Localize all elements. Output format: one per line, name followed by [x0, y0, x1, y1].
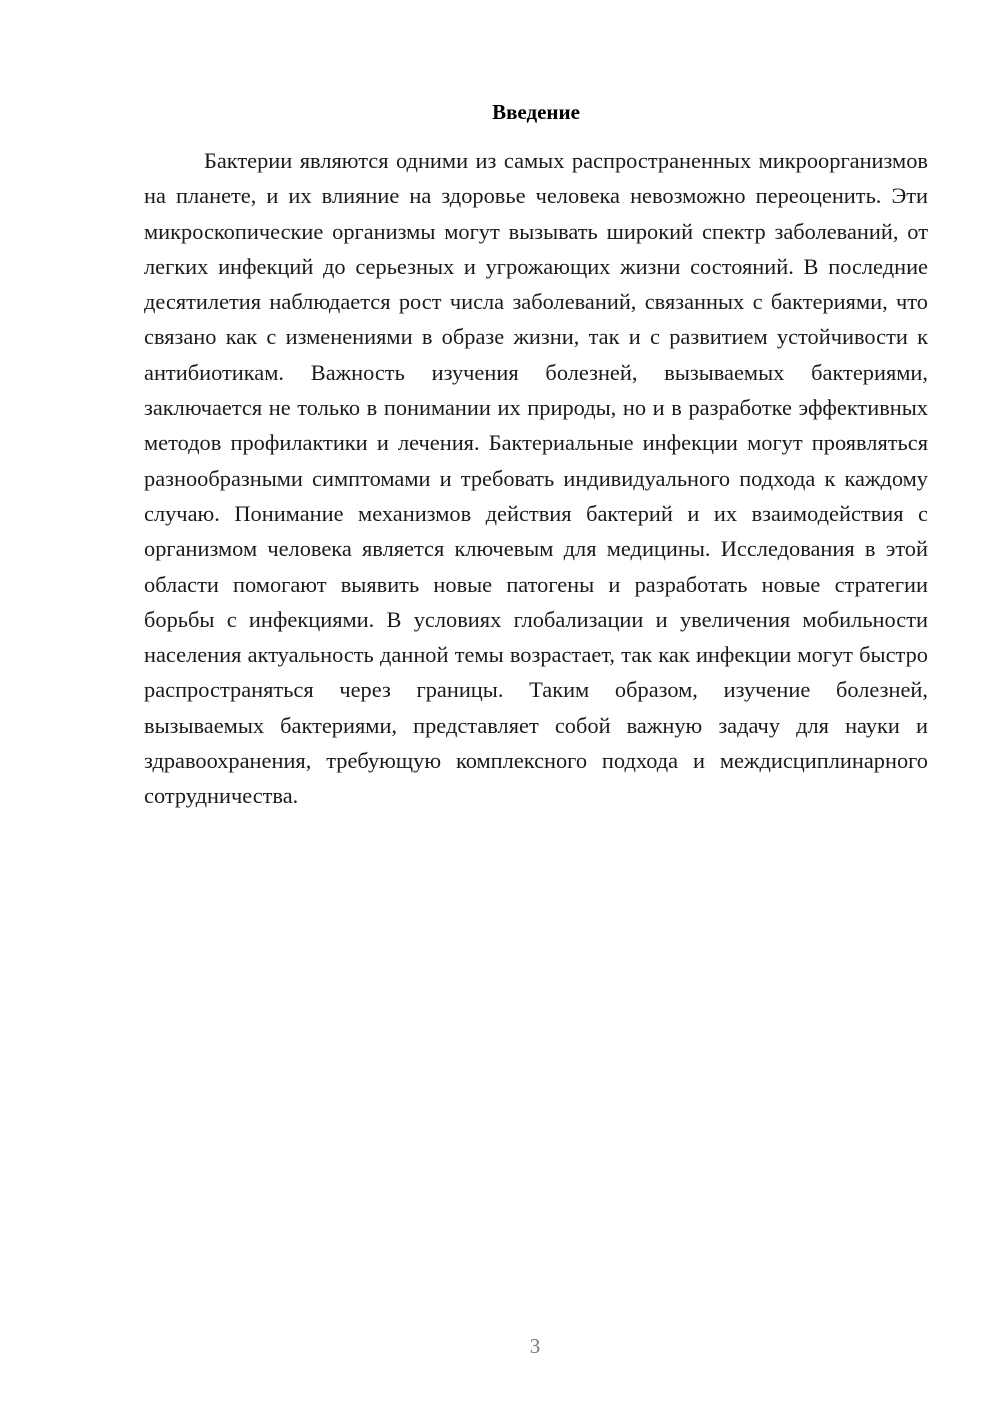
page-number: 3: [529, 1334, 541, 1358]
section-heading: Введение: [492, 100, 580, 124]
body-paragraph: Бактерии являются одними из самых распространенных микроорганизмов на планете, и их влияние на здоровье человека невозможно переоценить. Эти микроскопические организмы могут вызывать широкий спектр заболеваний, от легких инфекций до серьезных и угрожающих жизни состояний. В последние десятилетия наблюдается рост числа заболеваний, связанных с бактериями, что связано как с изменениями в образе жизни, так и с развитием устойчивости к антибиотикам. Важность изучения болезней, вызываемых бактериями, заключается не только в понимании их природы, но и в разработке эффективных методов профилактики и лечения. Бактериальные инфекции могут проявляться разнообразными симптомами и требовать индивидуального подхода к каждому случаю. Понимание механизмов действия бактерий и их взаимодействия с организмом человека является ключевым для медицины. Исследования в этой области помогают выявить новые патогены и разработать новые стратегии борьбы с инфекциями. В условиях глобализации и увеличения мобильности населения актуальность данной темы возрастает, так как инфекции могут быстро распространяться через границы. Таким образом, изучение болезней, вызываемых бактериями, представляет собой важную задачу для науки и здравоохранения, требующую комплексного подхода и междисциплинарного сотрудничества.: [144, 148, 928, 809]
